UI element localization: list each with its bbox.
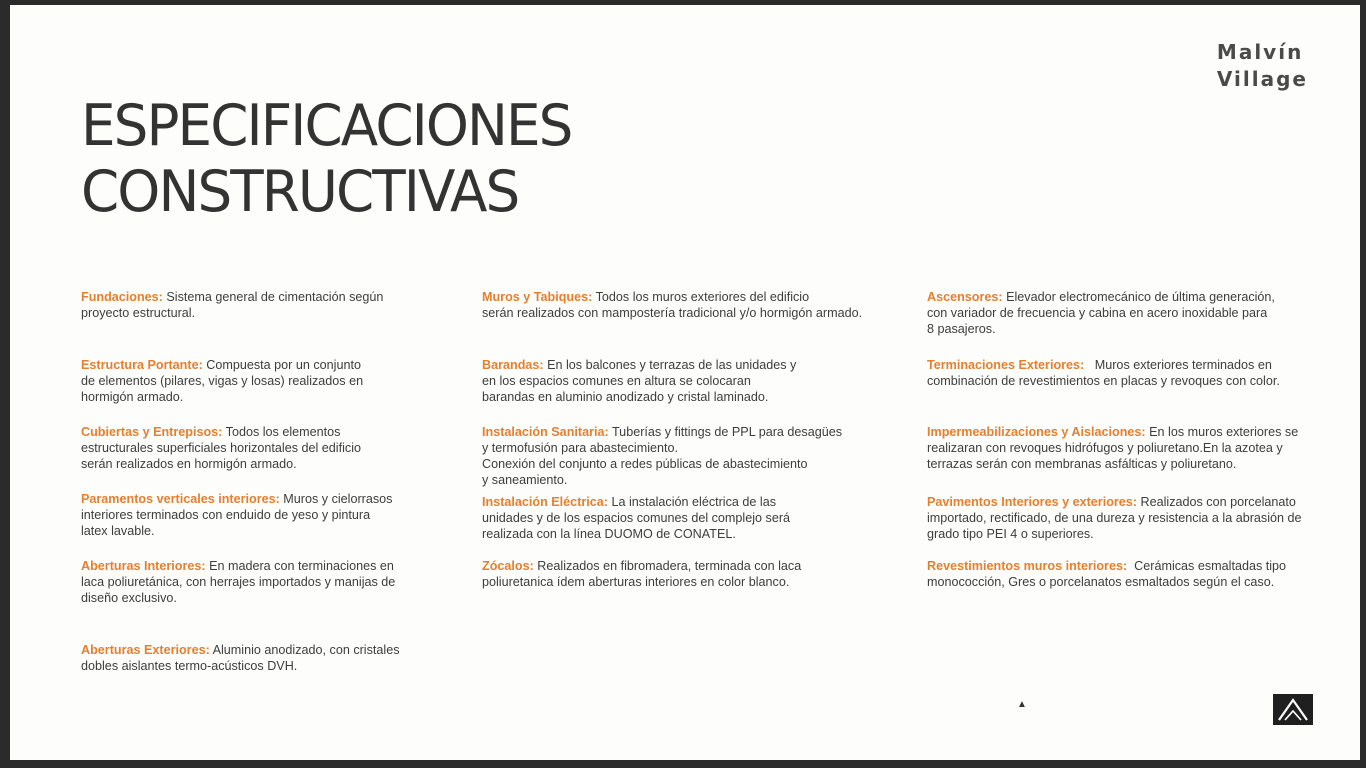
spec-label: Aberturas Interiores: — [81, 559, 206, 573]
spec-text: laca poliuretánica, con herrajes importados y manijas de — [81, 575, 396, 589]
spec-label: Muros y Tabiques: — [482, 290, 593, 304]
spec-text: Tuberías y fittings de PPL para desagües — [608, 425, 843, 439]
spec-terminaciones-exteriores — [927, 357, 1280, 389]
spec-label: Paramentos verticales interiores: — [81, 492, 280, 506]
spec-text: hormigón armado. — [81, 390, 184, 404]
spec-text: y termofusión para abastecimiento. — [482, 441, 679, 455]
spec-pavimentos — [927, 494, 1302, 542]
spec-text: importado, rectificado, de una dureza y resistencia a la abrasión de — [927, 511, 1302, 525]
spec-text: poliuretanica ídem aberturas interiores en color blanco. — [482, 575, 790, 589]
spec-text: Aluminio anodizado, con cristales — [209, 643, 400, 657]
spec-text: terrazas serán con membranas asfálticas y poliuretano. — [927, 457, 1237, 471]
spec-text: y saneamiento. — [482, 473, 568, 487]
spec-text: Todos los muros exteriores del edificio — [592, 290, 810, 304]
malvin-village-logo — [1217, 39, 1308, 93]
spec-label: Zócalos: — [482, 559, 534, 573]
spec-text: diseño exclusivo. — [81, 591, 177, 605]
spec-text: serán realizados con mampostería tradicional y/o hormigón armado. — [482, 306, 863, 320]
spec-label: Terminaciones Exteriores: — [927, 358, 1085, 372]
spec-label: Cubiertas y Entrepisos: — [81, 425, 223, 439]
spec-text: La instalación eléctrica de las — [608, 495, 777, 509]
slide — [10, 5, 1360, 760]
spec-text: en los espacios comunes en altura se colocaran — [482, 374, 751, 388]
spec-text: de elementos (pilares, vigas y losas) realizados en — [81, 374, 364, 388]
spec-muros-tabiques — [482, 289, 862, 321]
spec-text: monococción, Gres o porcelanatos esmaltados según el caso. — [927, 575, 1275, 589]
logo-line-2: Village — [1216, 67, 1308, 91]
spec-instalacion-sanitaria — [482, 424, 842, 488]
spec-text: En los balcones y terrazas de las unidades y — [543, 358, 797, 372]
spec-impermeabilizaciones — [927, 424, 1298, 472]
spec-text: proyecto estructural. — [81, 306, 196, 320]
spec-text: dobles aislantes termo-acústicos DVH. — [81, 659, 298, 673]
spec-ascensores — [927, 289, 1275, 337]
spec-label: Pavimentos Interiores y exteriores: — [927, 495, 1137, 509]
spec-text: Elevador electromecánico de última generación, — [1002, 290, 1275, 304]
spec-label: Impermeabilizaciones y Aislaciones: — [927, 425, 1146, 439]
spec-label: Instalación Eléctrica: — [482, 495, 608, 509]
spec-text: Realizados en fibromadera, terminada con laca — [533, 559, 802, 573]
brand-mark-icon — [1273, 694, 1313, 725]
spec-label: Revestimientos muros interiores: — [927, 559, 1128, 573]
spec-instalacion-electrica — [482, 494, 790, 542]
spec-label: Instalación Sanitaria: — [482, 425, 609, 439]
spec-text: barandas en aluminio anodizado y cristal laminado. — [482, 390, 769, 404]
spec-text: Conexión del conjunto a redes públicas de abastecimiento — [482, 457, 808, 471]
spec-zocalos — [482, 558, 801, 590]
spec-text: Muros exteriores terminados en — [1084, 358, 1272, 372]
spec-text: latex lavable. — [81, 524, 155, 538]
page-title — [81, 93, 571, 225]
spec-paramentos-verticales — [81, 491, 392, 539]
spec-cubiertas-entrepisos — [81, 424, 361, 472]
spec-text: Compuesta por un conjunto — [202, 358, 361, 372]
page-title-line-2: CONSTRUCTIVAS — [81, 159, 519, 225]
spec-text: Todos los elementos — [222, 425, 341, 439]
spec-text: estructurales superficiales horizontales del edificio — [81, 441, 362, 455]
spec-text: Realizados con porcelanato — [1137, 495, 1296, 509]
spec-aberturas-interiores — [81, 558, 395, 606]
spec-aberturas-exteriores — [81, 642, 400, 674]
spec-text: interiores terminados con enduido de yeso y pintura — [81, 508, 371, 522]
spec-text: En los muros exteriores se — [1145, 425, 1299, 439]
spec-label: Fundaciones: — [81, 290, 163, 304]
spec-text: En madera con terminaciones en — [205, 559, 394, 573]
logo-line-1: Malvín — [1216, 40, 1304, 64]
spec-text: serán realizados en hormigón armado. — [81, 457, 297, 471]
spec-fundaciones — [81, 289, 383, 321]
spec-text: con variador de frecuencia y cabina en acero inoxidable para — [927, 306, 1268, 320]
up-arrow-icon[interactable]: ▲ — [1017, 699, 1027, 710]
spec-text: realizaran con revoques hidrófugos y poliuretano.En la azotea y — [927, 441, 1283, 455]
spec-text: Muros y cielorrasos — [279, 492, 393, 506]
spec-label: Estructura Portante: — [81, 358, 203, 372]
spec-label: Aberturas Exteriores: — [81, 643, 210, 657]
spec-text: realizada con la línea DUOMO de CONATEL. — [482, 527, 736, 541]
spec-estructura-portante — [81, 357, 363, 405]
spec-revestimientos — [927, 558, 1286, 590]
spec-barandas — [482, 357, 796, 405]
spec-text: Cerámicas esmaltadas tipo — [1127, 559, 1287, 573]
spec-label: Ascensores: — [927, 290, 1003, 304]
spec-text: 8 pasajeros. — [927, 322, 996, 336]
spec-text: Sistema general de cimentación según — [162, 290, 384, 304]
spec-text: unidades y de los espacios comunes del complejo será — [482, 511, 791, 525]
spec-label: Barandas: — [482, 358, 544, 372]
spec-text: grado tipo PEI 4 o superiores. — [927, 527, 1094, 541]
page-title-line-1: ESPECIFICACIONES — [81, 93, 572, 159]
spec-text: combinación de revestimientos en placas y revoques con color. — [927, 374, 1280, 388]
